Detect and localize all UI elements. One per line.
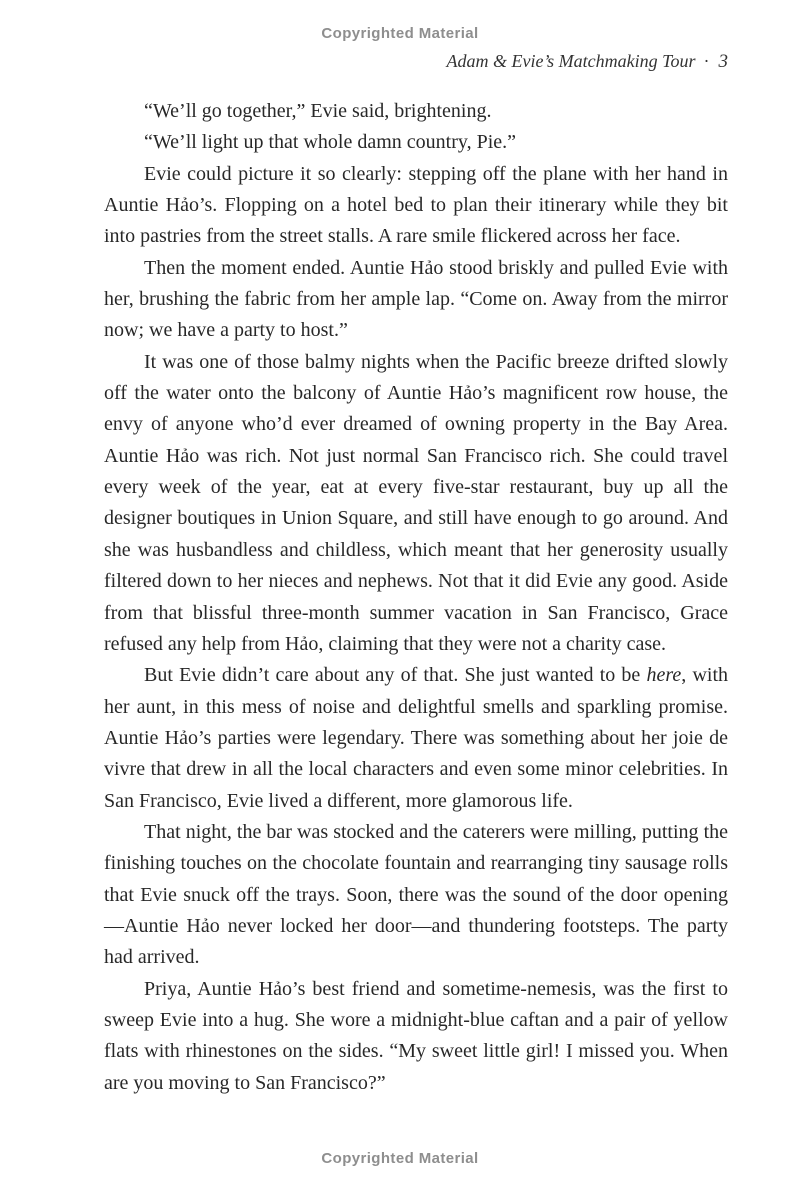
header-separator: · <box>703 51 710 71</box>
paragraph <box>104 159 728 253</box>
italic-text: here <box>646 664 682 687</box>
text-run: But Evie didn’t care about any of that. She just wanted to be <box>144 664 647 687</box>
text-run: Then the moment ended. Auntie Hảo stood briskly and pulled Evie with her, brushing the fabric from her ample lap. “Come on. Away from the mirror now; we have a party to host.” <box>104 256 728 342</box>
text-run: It was one of those balmy nights when the Pacific breeze drifted slowly off the water onto the balcony of Auntie Hảo’s magnificent row house, the envy of anyone who’d ever dreamed of owning property in the Bay Area. Auntie Hảo was rich. Not just normal San Francisco rich. She could travel every week of the year, eat at every five-star restaurant, buy up all the designer boutiques in Union Square, and still have enough to go around. And she was husbandless and childless, which meant that her generosity usually filtered down to her nieces and nephews. Not that it did Evie any good. Aside from that blissful three-month summer vacation in San Francisco, Grace refused any help from Hảo, claiming that they were not a charity case. <box>104 350 728 655</box>
paragraph <box>104 127 728 158</box>
text-run: Evie could picture it so clearly: stepping off the plane with her hand in Auntie Hảo’s. Flopping on a hotel bed to plan their itinerary while they bit into pastries from the street stalls. A rare smile flickered across her face. <box>104 162 728 248</box>
text-run: “We’ll light up that whole damn country, Pie.” <box>144 131 517 154</box>
copyright-notice-top: Copyrighted Material <box>321 25 479 42</box>
paragraph <box>104 660 728 817</box>
paragraph <box>104 974 728 1099</box>
text-run: , with her aunt, in this mess of noise and delightful smells and sparkling promise. Auntie Hảo’s parties were legendary. There was something about her joie de vivre that drew in all the local characters and even some minor celebrities. In San Francisco, Evie lived a different, more glamorous life. <box>104 664 729 812</box>
paragraph <box>104 253 728 347</box>
paragraph <box>104 96 728 127</box>
copyright-notice-bottom: Copyrighted Material <box>321 1150 479 1167</box>
paragraph <box>104 817 728 974</box>
running-header <box>0 51 728 73</box>
book-title: Adam & Evie’s Matchmaking Tour <box>446 51 696 71</box>
text-run: That night, the bar was stocked and the caterers were milling, putting the finishing touches on the chocolate fountain and rearranging tiny sausage rolls that Evie snuck off the trays. Soon, there was the sound of the door opening—Auntie Hảo never locked her door—and thundering footsteps. The party had arrived. <box>104 820 728 969</box>
text-run: Priya, Auntie Hảo’s best friend and sometime-nemesis, was the first to sweep Evie into a hug. She wore a midnight-blue caftan and a pair of yellow flats with rhinestones on the sides. “My sweet little girl! I missed you. When are you moving to San Francisco?” <box>104 977 728 1094</box>
text-run: “We’ll go together,” Evie said, brightening. <box>144 100 492 122</box>
page-body <box>104 96 728 1099</box>
paragraph <box>104 347 728 660</box>
page-number: 3 <box>718 51 728 72</box>
